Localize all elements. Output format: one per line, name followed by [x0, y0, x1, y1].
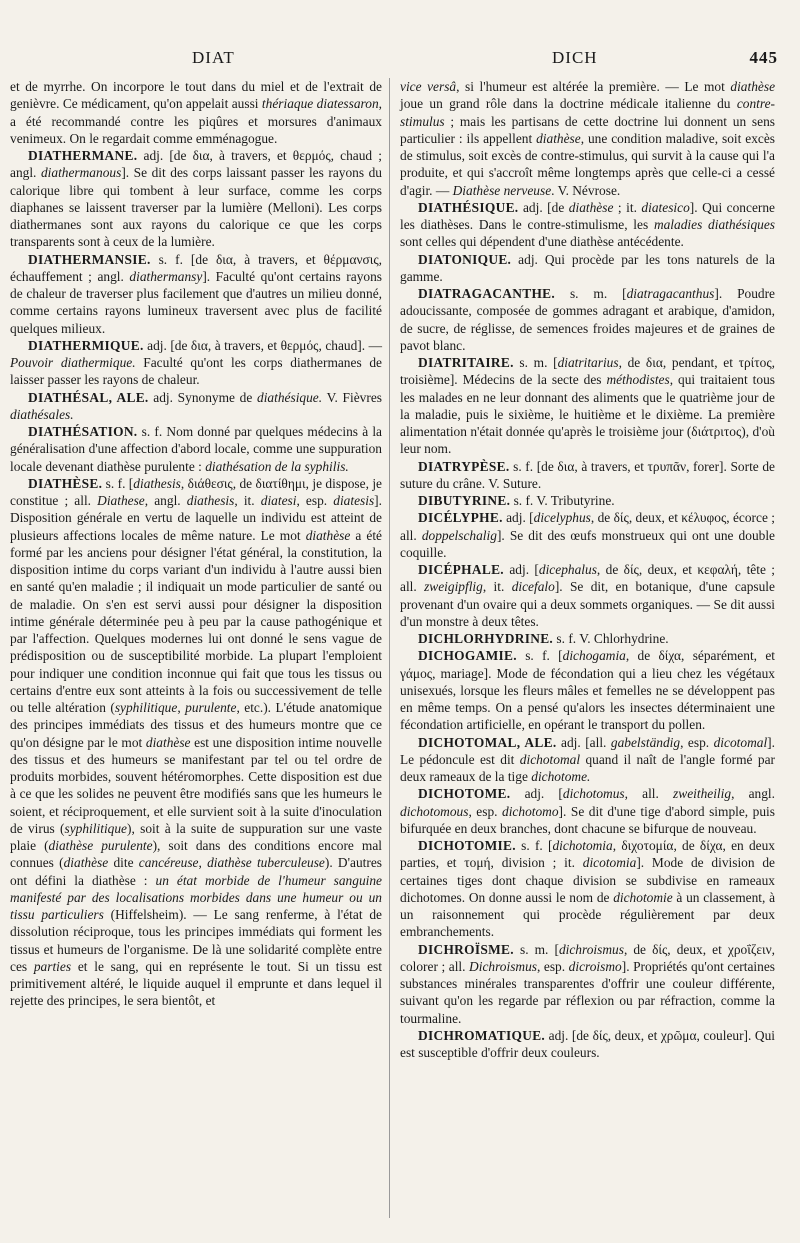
- body-text: est une disposition intime nouvelle des tissus et des humeurs se manifestant par tel ou tel ordre de produits morbides, souvent hétéromorphes. Cette disposition est due à ce que les solides ne peuvent être modifiés sans que les humeurs le soient, et réciproquement, et elle survient soit à la suite d'inoculation de virus (: [10, 734, 382, 836]
- italic-text: zweigipflig: [424, 579, 483, 595]
- body-text: , angl.: [731, 786, 775, 802]
- body-text: a été formé par les anciens pour désigner l'état général, la constitution, la disposition intime du corps variant d'un individu à l'autre aussi bien en santé qu'en maladie ; il indiquait un mode particulier de santé ou de maladie. On s'en est servi aussi pour désigner la disposition intime générale déterminée peu à peu par la cause pathogénique et par l'affection. Quelques modernes lui ont donné le sens vague de prédisposition ou de susceptibilité morbide. La plupart l'emploient pour indiquer une condition inconnue qui fait que tous les tissus ou certains d'entre eux sont atteints à la fois ou successivement de telle ou telle altération (: [10, 527, 382, 715]
- dictionary-entry: [400, 354, 775, 458]
- body-text: Faculté qu'ont les corps diathermanes de laisser passer les rayons de chaleur.: [10, 355, 382, 388]
- italic-text: dichotomal: [519, 751, 581, 767]
- body-text: . V. Névrose.: [551, 182, 621, 198]
- headword: DICHOTOMIE.: [418, 838, 516, 853]
- italic-text: dicotomia: [582, 855, 637, 871]
- body-text: dite: [108, 855, 139, 871]
- italic-text: doppelschalig: [421, 527, 497, 543]
- headword: DICÉLYPHE.: [418, 510, 503, 526]
- italic-text: diathésales.: [10, 406, 74, 422]
- headword: DICHOTOME.: [418, 786, 511, 802]
- dictionary-entry: [10, 475, 382, 1010]
- italic-text: dichotomo: [502, 803, 559, 819]
- italic-text: diathèse: [730, 79, 776, 94]
- headword: DIATRAGACANTHE.: [418, 286, 556, 301]
- body-text: s. f. Nom donné par quelques médecins à la généralisation d'une affection d'abord locale, comme une suppuration locale devenant diathèse purulente :: [10, 424, 382, 474]
- body-text: s. m. [: [555, 286, 627, 301]
- headword: DIATHÉSIQUE.: [418, 199, 519, 215]
- italic-text: diathèse: [536, 130, 581, 146]
- italic-text: diatesi: [260, 493, 297, 508]
- body-text: sont celles qui dépendent d'une diathèse antécédente.: [400, 234, 684, 250]
- dictionary-entry: [400, 647, 775, 733]
- body-text: ]. Se dit d'une tige d'abord simple, puis bifurquée en deux branches, dont chacune se bifurque de nouveau.: [400, 803, 775, 836]
- italic-text: syphilitique: [64, 820, 127, 836]
- body-text: , de δίς, deux, et χροΐζειν, colorer ; all.: [400, 941, 775, 974]
- headword: DIATHÉSATION.: [28, 424, 138, 439]
- italic-text: diathèse purulente: [48, 838, 153, 853]
- headword: DIATHÈSE.: [28, 475, 103, 491]
- headword: DICHOTOMAL, ALE.: [418, 734, 557, 750]
- header-right-guide-word: DICH: [552, 48, 598, 67]
- dictionary-entry: [400, 492, 775, 509]
- body-text: , διχοτομία, de δίχα, en deux parties, et τομή, division ; it.: [400, 838, 775, 871]
- headword: DICHLORHYDRINE.: [418, 631, 554, 646]
- header-left-guide-word: DIAT: [192, 48, 235, 67]
- dictionary-entry: [400, 630, 775, 647]
- body-text: ; it.: [613, 199, 642, 215]
- body-text: ), soit dans des conditions encore mal connues (: [10, 838, 383, 871]
- body-text: , esp.: [680, 734, 714, 750]
- headword: DIATHERMANSIE.: [28, 251, 151, 267]
- body-text: adj. Qui procède par les tons naturels de la gamme.: [400, 251, 775, 284]
- dictionary-entry: [10, 147, 382, 251]
- body-text: ; mais les partisans de cette doctrine lui donnent un sens particulier : ils appellent: [400, 113, 775, 146]
- body-text: ]. Le pédoncule est dit: [400, 734, 775, 767]
- body-text: s. f. V. Chlorhydrine.: [553, 631, 669, 646]
- body-text: à un classement, à un raisonnement qui procède régulièrement par deux embranchements.: [400, 889, 776, 940]
- italic-text: dichogamia: [562, 648, 626, 664]
- headword: DIATRYPÈSE.: [418, 458, 510, 474]
- body-text: s. m. [: [513, 355, 558, 370]
- body-text: , de δίς, deux, et κέλυφος, écorce ; all.: [400, 510, 775, 543]
- italic-text: diathèse tuberculeuse: [207, 855, 325, 871]
- italic-text: diatesico: [641, 199, 690, 215]
- body-text: , all.: [624, 786, 674, 802]
- body-text: , une condition maladive, soit excès de stimulus, soit excès de contre-stimulus, qui survit à la cause qui l'a produite, et qui s'accroît même longtemps après que celle-ci a cessé d'agir. —: [400, 130, 775, 198]
- dictionary-entry: [400, 458, 775, 493]
- headword: DICHROMATIQUE.: [418, 1027, 546, 1043]
- headword: DIATRITAIRE.: [418, 355, 514, 370]
- italic-text: vice versâ: [400, 79, 457, 94]
- italic-text: syphilitique: [114, 700, 178, 715]
- body-text: ). D'autres ont défini la diathèse :: [10, 855, 382, 888]
- dictionary-entry: [10, 423, 382, 475]
- headword: DIBUTYRINE.: [418, 493, 511, 508]
- dictionary-entry: [400, 941, 775, 1027]
- italic-text: parties: [33, 958, 72, 974]
- italic-text: purulente: [185, 700, 237, 715]
- dictionary-entry: [400, 561, 775, 630]
- body-text: ]. Propriétés qu'ont certaines substances minérales transparentes d'offrir une couleur différente, suivant qu'on les regarde par réflexion ou par réfraction, comme la tourmaline.: [400, 958, 775, 1026]
- body-text: ]. Poudre adoucissante, composée de gommes adragant et arabique, d'amidon, de sucre, de réglisse, de semences froides majeures et de graines de pavot blanc.: [400, 286, 776, 353]
- dictionary-entry: [10, 389, 382, 424]
- italic-text: méthodistes: [606, 372, 670, 388]
- body-text: adj. [: [503, 562, 539, 577]
- italic-text: diathermansy: [129, 268, 203, 284]
- body-text: adj. [de δια, à travers, et θερμός, chaud ; angl.: [10, 148, 382, 181]
- body-text: s. m. [: [513, 941, 559, 957]
- body-text: , de δίχα, séparément, et γάμος, mariage]. Mode de fécondation qui a lieu chez les végétaux unisexués, lorsque les fleurs mâles et femelles ne se développent pas en même temps. On a pensé qu'alors les insectes déterminaient une fécondation artificielle, en opérant le transport du pollen.: [400, 648, 775, 733]
- italic-text: dichroismus: [558, 941, 624, 957]
- body-text: ), soit à la suite de suppuration sur une vaste plaie (: [10, 820, 382, 853]
- italic-text: diatritarius: [557, 355, 619, 370]
- italic-text: diathermanous: [40, 165, 122, 181]
- body-text: ]. Mode de division de certaines tiges dont chaque division se subdivise en rameaux dichotomes. On donne aussi le nom de: [400, 855, 775, 905]
- dictionary-entry: [400, 1027, 775, 1062]
- body-text: adj. [: [502, 510, 534, 526]
- italic-text: diatesis: [333, 493, 375, 508]
- italic-text: maladies diathésiques: [653, 217, 775, 232]
- dictionary-entry: [400, 509, 775, 561]
- body-text: , etc.). L'étude anatomique des principes immédiats des tissus et des humeurs montre que ce qu'on désigne par le mot: [10, 700, 382, 750]
- italic-text: thériaque diatessaron: [261, 96, 379, 112]
- body-text: adj. Synonyme de: [148, 389, 258, 405]
- dictionary-entry: [400, 734, 775, 786]
- italic-text: diathèse: [63, 855, 109, 871]
- body-text: (Hiffelsheim). — Le sang renferme, à l'état de dissolution réciproque, tous les principes immédiats qui forment les tissus et humeurs de l'organisme. De là une solidarité complète entre ces: [10, 907, 382, 974]
- body-text: s. f. [: [102, 475, 134, 491]
- italic-text: dichotomia: [552, 838, 613, 853]
- column-divider: [389, 78, 390, 1218]
- body-text: ]. Disposition générale en vertu de laquelle un individu est atteint de plusieurs affections locales de même nature. Le mot: [10, 493, 382, 543]
- headword: DIATONIQUE.: [418, 251, 512, 267]
- body-text: , de δια, pendant, et τρίτος, troisième]. Médecins de la secte des: [400, 355, 776, 388]
- italic-text: Dichroismus: [469, 958, 537, 974]
- body-text: et de myrrhe. On incorpore le tout dans du miel et de l'extrait de genièvre. Ce médicament, qu'on appelait aussi: [10, 79, 382, 112]
- body-text: adj. [de: [518, 199, 569, 215]
- body-text: , esp.: [537, 958, 569, 974]
- body-text: , esp.: [296, 493, 334, 508]
- italic-text: diatragacanthus: [626, 286, 715, 301]
- page-number: 445: [749, 48, 778, 67]
- body-text: V. Fièvres: [322, 389, 382, 405]
- body-text: , it.: [234, 493, 261, 508]
- body-text: joue un grand rôle dans la doctrine médicale italienne du: [400, 96, 737, 112]
- right-column: [400, 78, 775, 1061]
- body-text: ]. Qui concerne les diathèses. Dans le contre-stimulisme, les: [400, 199, 775, 232]
- body-text: s. f. [de δια, à travers, et τρυπᾶν, forer]. Sorte de suture du crâne. V. Suture.: [400, 458, 775, 491]
- body-text: adj. [: [510, 786, 563, 802]
- italic-text: diathésique.: [257, 389, 323, 405]
- italic-text: diathèse: [568, 199, 614, 215]
- italic-text: diathesis: [133, 475, 181, 491]
- body-text: s. f. [de δια, à travers, et θέρμανσις, échauffement ; angl.: [10, 251, 382, 284]
- headword: DICHOGAMIE.: [418, 648, 517, 664]
- headword: DICÉPHALE.: [418, 562, 504, 577]
- body-text: , de δίς, deux, et κεφαλή, tête ; all.: [400, 562, 775, 595]
- italic-text: diathèse: [305, 527, 351, 543]
- italic-text: diathésation de la syphilis.: [205, 458, 349, 474]
- headword: DIATHÉSAL, ALE.: [28, 389, 149, 405]
- italic-text: dichotomus: [562, 786, 625, 802]
- body-text: adj. [de δια, à travers, et θερμός, chaud]. —: [143, 337, 382, 353]
- running-header: [22, 48, 778, 72]
- italic-text: diathèse: [145, 734, 191, 750]
- entry-continuation: [400, 78, 775, 199]
- body-text: ]. Se dit des œufs monstrueux qui ont une double coquille.: [400, 527, 775, 560]
- entry-continuation: [10, 78, 382, 147]
- italic-text: Diathese: [97, 493, 145, 508]
- italic-text: zweitheilig: [673, 786, 732, 802]
- dictionary-entry: [400, 785, 775, 837]
- body-text: , a été recommandé contre les piqûres et morsures d'animaux venimeux. On le regardait comme emménagogue.: [10, 96, 383, 146]
- body-text: s. f. V. Tributyrine.: [510, 493, 615, 508]
- body-text: , si l'humeur est altérée la première. — Le mot: [456, 79, 731, 94]
- italic-text: dicefalo: [511, 579, 555, 595]
- body-text: , διάθεσις, de διατίθημι, je dispose, je constitue ; all.: [10, 475, 382, 508]
- dictionary-entry: [10, 251, 382, 337]
- body-text: et le sang, qui en représente le tout. Si un tissu est primitivement altéré, le liquide auquel il emprunte et dans lequel il rejette des principes, le sera bientôt, et: [10, 958, 382, 1009]
- italic-text: dichotome.: [531, 769, 591, 784]
- italic-text: diathesis: [186, 493, 235, 508]
- italic-text: dicelyphus: [533, 510, 591, 526]
- body-text: ,: [177, 700, 186, 715]
- italic-text: contre-stimulus: [400, 96, 775, 129]
- body-text: adj. [all.: [556, 734, 611, 750]
- dictionary-entry: [400, 199, 775, 251]
- body-text: , angl.: [144, 493, 187, 508]
- italic-text: dicephalus: [538, 562, 597, 577]
- body-text: , it.: [482, 579, 512, 595]
- left-column: [10, 78, 382, 1010]
- headword: DIATHERMIQUE.: [28, 337, 144, 353]
- headword: DIATHERMANE.: [28, 148, 138, 163]
- body-text: ]. Faculté qu'ont certains rayons de chaleur de traverser plus facilement que d'autres un milieu donné, comme certains rayons lumineux traversent avec plus de facilité quelques milieux.: [10, 268, 382, 336]
- body-text: , esp.: [468, 803, 503, 819]
- italic-text: dicroismo: [568, 958, 622, 974]
- body-text: s. f. [: [516, 648, 563, 664]
- italic-text: dichotomie: [613, 889, 673, 905]
- italic-text: dicotomal: [713, 734, 768, 750]
- italic-text: gabelständig: [610, 734, 681, 750]
- dictionary-entry: [400, 251, 775, 286]
- dictionary-entry: [400, 837, 775, 941]
- italic-text: cancéreuse: [138, 855, 199, 871]
- body-text: ]. Se dit des corps laissant passer les rayons du calorique libre qui tombent à leur surface, comme les corps diaphanes se laissent traverser par la lumière (Melloni). Les corps diathermanes sont aux rayons du calorique ce que les corps transparents sont à ceux de la lumière.: [10, 165, 382, 250]
- body-text: ,: [198, 855, 208, 871]
- dictionary-entry: [400, 285, 775, 354]
- italic-text: Pouvoir diathermique.: [10, 355, 136, 370]
- headword: DICHROÏSME.: [418, 941, 514, 957]
- italic-text: Diathèse nerveuse: [452, 182, 552, 198]
- italic-text: dichotomous: [400, 803, 469, 819]
- body-text: ]. Se dit, en botanique, d'une capsule provenant d'un ovaire qui a deux sommets organiques. — Se dit aussi d'un monstre à deux têtes.: [400, 579, 775, 629]
- body-text: s. f. [: [515, 838, 553, 853]
- body-text: , qui traitaient tous les malades en ne leur donnant des aliments que le quatrième jour de la maladie, puis le sixième, le huitième et le dixième. La première alimentation n'était donnée qu'après le troisième jour (διάτριτος), d'où leur nom.: [400, 372, 775, 457]
- body-text: adj. [de δίς, deux, et χρῶμα, couleur]. Qui est susceptible d'offrir deux couleurs.: [400, 1027, 775, 1060]
- dictionary-entry: [10, 337, 382, 389]
- body-text: quand il naît de l'angle formé par deux rameaux de la tige: [400, 751, 775, 784]
- italic-text: un état morbide de l'humeur sanguine manifesté par des localisations morbides dans une humeur ou un tissu particuliers: [10, 872, 383, 922]
